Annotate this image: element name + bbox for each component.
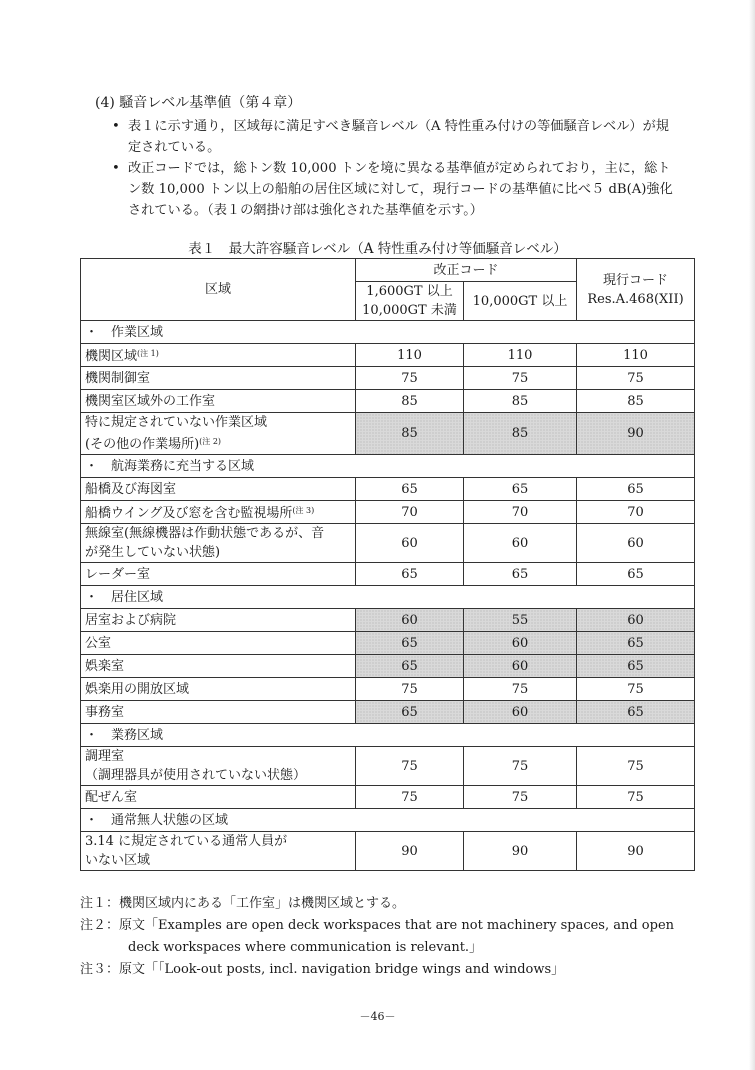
value-cell: 75 [577,747,695,786]
scan-edge [749,0,755,1070]
footnote: 注１：機関区域内にある「工作室」は機関区域とする。 [80,896,406,911]
area-label: レーダー室 [85,566,151,582]
header-current-code [577,259,695,321]
area-cell [81,786,356,809]
value-cell: 70 [464,501,577,524]
value-cell: 65 [464,563,577,586]
noise-level-table [80,258,695,871]
table-row [81,413,695,455]
value-cell: 65 [356,701,464,724]
table-row [81,367,695,390]
area-cell [81,524,356,563]
value-cell: 65 [577,655,695,678]
category-label: ・ 居住区域 [81,586,577,609]
value-cell: 85 [356,390,464,413]
table-row [81,344,695,367]
header-small-ships [356,282,464,321]
header-small-line2: 10,000GT 未満 [362,303,457,318]
area-cell [81,478,356,501]
table-row [81,501,695,524]
category-blank-cell [577,724,695,747]
table-row [81,478,695,501]
area-label: 船橋ウイング及び窓を含む監視場所 [85,506,293,521]
area-cell [81,501,356,524]
area-cell [81,390,356,413]
footnote-ref: (注 3) [292,506,315,515]
value-cell: 60 [464,632,577,655]
value-cell: 75 [464,747,577,786]
value-cell: 65 [577,632,695,655]
category-label: ・ 業務区域 [81,724,577,747]
area-label: 機関制御室 [85,370,151,386]
value-cell: 60 [356,609,464,632]
value-cell: 55 [464,609,577,632]
footnote: 注２：原文「Examples are open deck workspaces that are not machinery spaces, and open deck workspaces where communication is relevant.」 [80,918,675,955]
value-cell: 60 [464,655,577,678]
value-cell: 65 [577,563,695,586]
table-row [81,524,695,563]
table-body [81,321,695,871]
category-blank-cell [577,809,695,832]
footnote-ref: (注 1) [137,349,159,358]
footnote: 注３：原文「「Look-out posts, incl. navigation bridge wings and windows」 [80,962,565,977]
area-label: 特に規定されていない作業区域 [85,415,268,430]
value-cell: 75 [464,678,577,701]
value-cell: 60 [356,524,464,563]
area-label: 3.14 に規定されている通常人員が [85,834,288,849]
area-cell [81,747,356,786]
value-cell: 65 [577,701,695,724]
category-blank-cell [577,455,695,478]
value-cell: 65 [577,478,695,501]
category-blank-cell [577,321,695,344]
value-cell: 110 [356,344,464,367]
area-cell [81,701,356,724]
value-cell: 75 [577,678,695,701]
footnotes [80,893,680,981]
value-cell: 75 [356,678,464,701]
value-cell: 60 [464,701,577,724]
bullet-item: • 表１に示す通り，区域毎に満足すべき騒音レベル（A 特性重み付けの等価騒音レベル）が規定されている。 [118,116,678,158]
area-cell [81,367,356,390]
value-cell: 65 [356,632,464,655]
value-cell: 65 [356,563,464,586]
value-cell: 90 [464,832,577,871]
value-cell: 90 [577,832,695,871]
area-label-line2: （調理器具が使用されていない状態） [85,768,307,783]
area-label: 調理室 [85,749,125,764]
table-row [81,390,695,413]
table-row [81,655,695,678]
table-row [81,563,695,586]
value-cell: 90 [577,413,695,455]
area-label-line2: が発生していない状態) [85,545,221,560]
area-cell [81,344,356,367]
area-label: 事務室 [85,704,125,720]
area-cell [81,655,356,678]
area-label: 公室 [85,635,112,651]
value-cell: 110 [577,344,695,367]
value-cell: 90 [356,832,464,871]
area-cell [81,832,356,871]
category-row [81,586,695,609]
area-label: 機関室区域外の工作室 [85,393,216,409]
area-label: 船橋及び海図室 [85,481,177,497]
category-row [81,724,695,747]
value-cell: 75 [577,367,695,390]
table-row [81,632,695,655]
category-label: ・ 通常無人状態の区域 [81,809,577,832]
table-row [81,678,695,701]
value-cell: 75 [464,786,577,809]
header-current-line2: Res.A.468(XII) [587,291,684,307]
area-cell [81,632,356,655]
value-cell: 85 [464,413,577,455]
section-heading: (4) 騒音レベル基準値（第４章） [95,95,302,111]
value-cell: 110 [464,344,577,367]
value-cell: 60 [577,609,695,632]
area-label: 無線室(無線機器は作動状態であるが、音 [85,526,325,541]
value-cell: 85 [577,390,695,413]
area-cell [81,609,356,632]
header-current-line1: 現行コード [603,272,669,288]
value-cell: 75 [577,786,695,809]
value-cell: 75 [356,786,464,809]
area-label: 機関区域 [85,349,138,364]
header-large-ships: 10,000GT 以上 [464,282,577,321]
area-label: 居室および病院 [85,612,177,628]
area-cell [81,413,356,455]
area-label: 娯楽用の開放区域 [85,681,190,697]
table-row [81,701,695,724]
category-row [81,809,695,832]
value-cell: 85 [356,413,464,455]
value-cell: 65 [356,478,464,501]
table-row [81,609,695,632]
value-cell: 70 [356,501,464,524]
header-small-line1: 1,600GT 以上 [366,284,453,299]
table-caption: 表１ 最大許容騒音レベル（A 特性重み付け等価騒音レベル） [188,241,567,257]
table-row [81,747,695,786]
bullet-list [118,116,678,221]
value-cell: 75 [356,747,464,786]
area-cell [81,678,356,701]
area-label: 配ぜん室 [85,789,138,805]
header-area: 区域 [81,259,356,321]
value-cell: 70 [577,501,695,524]
value-cell: 75 [464,367,577,390]
category-label: ・ 作業区域 [81,321,577,344]
area-label-line2: いない区域 [85,853,151,868]
table-header-row [81,259,695,282]
value-cell: 60 [464,524,577,563]
category-label: ・ 航海業務に充当する区域 [81,455,577,478]
page-number: －46－ [359,1010,396,1023]
footnote-ref: (注 2) [199,437,222,446]
area-label: 娯楽室 [85,658,125,674]
category-row [81,455,695,478]
value-cell: 85 [464,390,577,413]
table-row [81,832,695,871]
table-row [81,786,695,809]
value-cell: 60 [577,524,695,563]
value-cell: 75 [356,367,464,390]
bullet-item: • 改正コードでは，総トン数 10,000 トンを境に異なる基準値が定められており，主に，総トン数 10,000 トン以上の船舶の居住区域に対して，現行コードの基準値に比べ５ dB(A)強化されている。（表１の網掛け部は強化された基準値を示す。） [118,158,678,221]
value-cell: 65 [464,478,577,501]
value-cell: 65 [356,655,464,678]
header-revised-code: 改正コード [356,259,577,282]
area-cell [81,563,356,586]
category-row [81,321,695,344]
area-label-line2: (その他の作業場所) [85,437,200,452]
category-blank-cell [577,586,695,609]
